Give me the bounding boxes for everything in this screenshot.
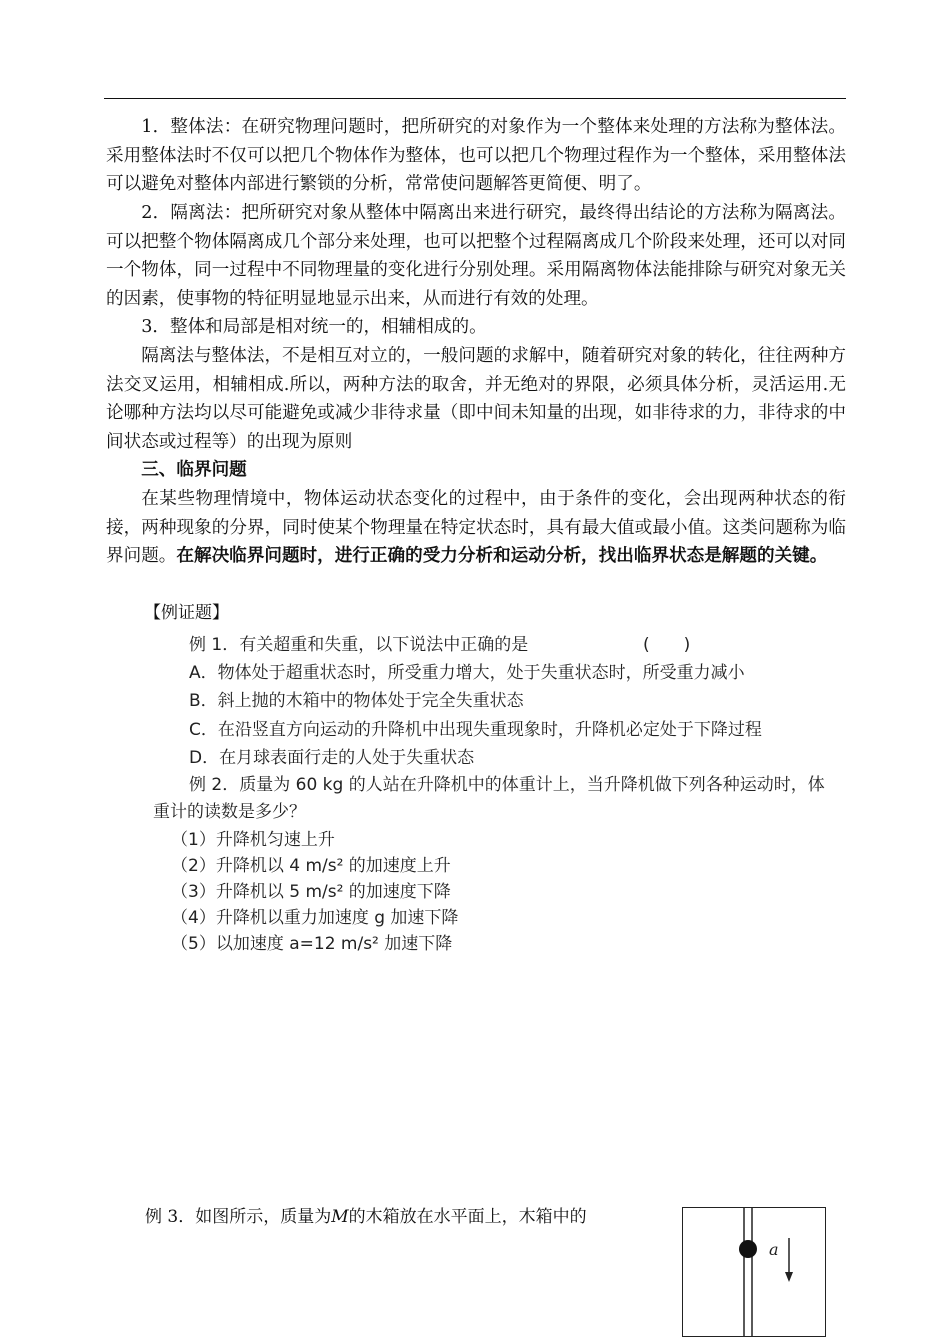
header-rule <box>104 98 846 99</box>
paragraph-isolation-method: 2．隔离法：把所研究对象从整体中隔离出来进行研究，最终得出结论的方法称为隔离法。可以把整个物体隔离成几个部分来处理，也可以把整个过程隔离成几个阶段来处理，还可以对同一个物体，同一过程中不同物理量的变化进行分别处理。采用隔离物体法能排除与研究对象无关的因素，使事物的特征明显地显示出来，从而进行有效的处理。 <box>106 203 846 309</box>
option-a: A．物体处于超重状态时，所受重力增大，处于失重状态时，所受重力减小 <box>189 663 745 683</box>
box-figure <box>682 1207 826 1337</box>
critical-text: 在某些物理情境中，物体运动状态变化的过程中，由于条件的变化，会出现两种状态的衔接，两种现象的分界，同时使某个物理量在特定状态时，具有最大值或最小值。这类问题称为临界问题。 <box>106 489 846 566</box>
example-2-line-2: 重计的读数是多少？ <box>153 802 306 822</box>
example-3-mass-var: M <box>331 1207 349 1227</box>
paragraph-method-comparison: 隔离法与整体法，不是相互对立的，一般问题的求解中，随着研究对象的转化，往往两种方法交叉运用，相辅相成.所以，两种方法的取舍，并无绝对的界限，必须具体分析，灵活运用.无论哪种方法均以尽可能避免或减少非待求量（即中间未知量的出现，如非待求的力，非待求的中间状态或过程等）的出现为原则 <box>106 346 846 452</box>
example-3-suffix: 的木箱放在水平面上，木箱中的 <box>348 1207 587 1227</box>
option-b: B．斜上抛的木箱中的物体处于完全失重状态 <box>189 691 524 711</box>
example-3-text <box>145 1204 587 1230</box>
option-c: C．在沿竖直方向运动的升降机中出现失重现象时，升降机必定处于下降过程 <box>189 720 762 740</box>
acceleration-arrow-head <box>785 1272 793 1282</box>
example-1-question: 例 1．有关超重和失重，以下说法中正确的是 <box>189 635 529 655</box>
example-3-prefix: 例 3．如图所示，质量为 <box>145 1207 332 1227</box>
example-2-item-1: （1）升降机匀速上升 <box>171 830 335 850</box>
paragraph-whole-method: 1．整体法：在研究物理问题时，把所研究的对象作为一个整体来处理的方法称为整体法。采用整体法时不仅可以把几个物体作为整体，也可以把几个物理过程作为一个整体，采用整体法可以避免对整体内部进行繁锁的分析，常常使问题解答更简便、明了。 <box>106 117 846 194</box>
example-2-item-4: （4）升降机以重力加速度 g 加速下降 <box>171 908 459 928</box>
acceleration-label: a <box>769 1240 779 1259</box>
example-2-item-2: （2）升降机以 4 m/s² 的加速度上升 <box>171 856 451 876</box>
ball <box>739 1240 757 1258</box>
option-d: D．在月球表面行走的人处于失重状态 <box>189 748 475 768</box>
critical-key-text: 在解决临界问题时，进行正确的受力分析和运动分析，找出临界状态是解题的关键。 <box>176 545 828 566</box>
example-section-tag: 【例证题】 <box>144 603 229 623</box>
paragraph-critical-problem <box>106 485 846 571</box>
example-2-item-5: （5）以加速度 a=12 m/s² 加速下降 <box>171 934 453 954</box>
example-2-line-1: 例 2．质量为 60 kg 的人站在升降机中的体重计上，当升降机做下列各种运动时，体 <box>189 775 825 795</box>
paragraph-whole-and-part: 3．整体和局部是相对统一的，相辅相成的。 <box>141 317 487 337</box>
section-heading-critical: 三、临界问题 <box>141 459 247 480</box>
box-diagram <box>683 1208 825 1336</box>
example-2-item-3: （3）升降机以 5 m/s² 的加速度下降 <box>171 882 451 902</box>
answer-bracket: ( ) <box>643 635 691 655</box>
